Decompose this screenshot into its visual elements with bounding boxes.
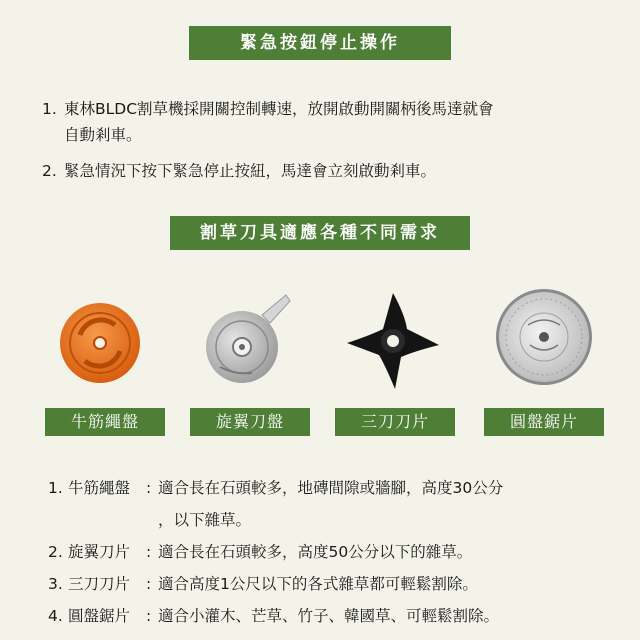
list-item (42, 158, 622, 184)
emergency-stop-list (42, 96, 622, 194)
list-item (48, 536, 628, 568)
item-number: 4. (48, 607, 63, 625)
item-separator: : (146, 479, 152, 497)
three-tooth-blade-icon (335, 285, 455, 395)
product-saw-blade (484, 285, 604, 435)
product-three-blade (335, 285, 455, 435)
product-label: 圓盤鋸片 (484, 408, 604, 436)
item-name: 牛筋繩盤 (68, 479, 131, 497)
product-swing-blade (190, 285, 310, 435)
item-description: 適合小灌木、芒草、竹子、韓國草、可輕鬆割除。 (158, 607, 500, 625)
list-item (48, 568, 628, 600)
item-text: 緊急情況下按下緊急停止按紐，馬達會立刻啟動剎車。 (64, 162, 437, 180)
list-item (48, 472, 628, 504)
item-description-continued: ，以下雜草。 (158, 511, 252, 529)
section-title-emergency-stop: 緊急按鈕停止操作 (189, 26, 451, 60)
item-name: 圓盤鋸片 (68, 607, 131, 625)
item-separator: : (146, 575, 152, 593)
swing-blade-disc-icon (190, 285, 310, 395)
section-title-cutting-tools: 割草刀具適應各種不同需求 (170, 216, 470, 250)
orange-line-spool-icon (45, 285, 165, 395)
list-item (42, 96, 622, 148)
item-description: 適合高度1公尺以下的各式雜草都可輕鬆割除。 (158, 575, 478, 593)
item-name: 旋翼刀片 (68, 543, 131, 561)
item-separator: : (146, 607, 152, 625)
item-name: 三刀刀片 (68, 575, 131, 593)
item-description: 適合長在石頭較多，高度50公分以下的雜草。 (158, 543, 473, 561)
item-number: 2. (48, 543, 63, 561)
circular-saw-blade-icon (484, 285, 604, 395)
cutting-tools-detail-list (48, 472, 628, 632)
product-label: 牛筋繩盤 (45, 408, 165, 436)
item-number: 3. (48, 575, 63, 593)
product-label: 三刀刀片 (335, 408, 455, 436)
product-line-spool (45, 285, 165, 435)
item-description: 適合長在石頭較多，地磚間隙或牆腳，高度30公分 (158, 479, 504, 497)
item-number: 1. (48, 479, 63, 497)
item-text: 東林BLDC割草機採開關控制轉速，放開啟動開關柄後馬達就會 自動剎車。 (64, 100, 494, 144)
product-label: 旋翼刀盤 (190, 408, 310, 436)
item-number: 1. (42, 100, 57, 118)
item-number: 2. (42, 162, 57, 180)
list-item (48, 600, 628, 632)
item-separator: : (146, 543, 152, 561)
